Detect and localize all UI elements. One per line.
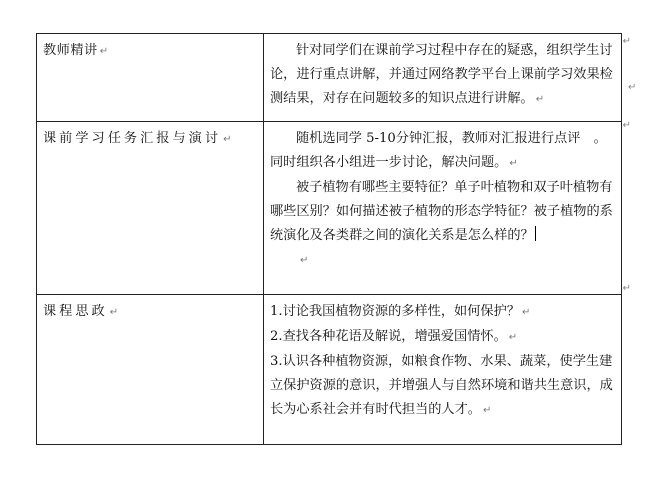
paragraph-mark: ↵: [483, 405, 492, 416]
row-content-cell[interactable]: [264, 122, 622, 295]
paragraph-mark: ↵: [99, 46, 109, 57]
row-end-mark: ↵: [628, 82, 637, 93]
table-row: [37, 295, 622, 445]
row-label-cell[interactable]: [37, 122, 264, 295]
table-row: [37, 122, 622, 295]
empty-paragraph: [270, 248, 615, 272]
paragraph-mark: ↵: [509, 158, 518, 169]
paragraph-mark: ↵: [521, 307, 531, 318]
row-content-cell[interactable]: [264, 295, 622, 445]
content-paragraph: 针对同学们在课前学习过程中存在的疑惑，组织学生讨论，进行重点讲解，并通过网络教学平台上课前学习效果检测结果，对存在问题较多的知识点进行讲解。 ↵: [270, 43, 613, 106]
table-row: [37, 34, 622, 122]
paragraph-mark: ↵: [223, 134, 235, 145]
row-label-cell[interactable]: [37, 295, 264, 445]
row-end-mark: ↵: [622, 120, 631, 131]
content-paragraph: 3.认识各种植物资源，如粮食作物、水果、蔬菜，使学生建立保护资源的意识，并增强人与自然环境和谐共生意识，成长为心系社会并有时代担当的人才。 ↵: [270, 354, 613, 417]
paragraph-mark: ↵: [109, 307, 122, 318]
paragraph-mark: ↵: [535, 94, 545, 105]
row-label: 教师精讲: [43, 43, 98, 58]
content-paragraph: 2.查找各种花语及解说，增强爱国情怀。 ↵: [270, 329, 518, 344]
row-end-mark: ↵: [622, 283, 631, 294]
row-end-mark: ↵: [622, 36, 631, 47]
row-label: 课程思政: [43, 304, 108, 319]
row-label: 课前学习任务汇报与演讨: [43, 131, 222, 146]
paragraph-mark: ↵: [508, 332, 518, 343]
row-label-cell[interactable]: [37, 34, 264, 122]
text-cursor: [535, 226, 536, 241]
content-table: [36, 33, 622, 445]
content-paragraph: 1.讨论我国植物资源的多样性，如何保护？ ↵: [270, 304, 531, 319]
content-paragraph: 随机选同学 5-10分钟汇报，教师对汇报进行点评 。同时组织各小组进一步讨论，解决问题。 ↵: [270, 131, 607, 170]
paragraph-mark: ↵: [300, 255, 309, 266]
row-content-cell[interactable]: [264, 34, 622, 122]
content-paragraph: 被子植物有哪些主要特征？单子叶植物和双子叶植物有哪些区别？如何描述被子植物的形态学特征？被子植物的系统演化及各类群之间的演化关系是怎么样的？: [270, 180, 613, 243]
